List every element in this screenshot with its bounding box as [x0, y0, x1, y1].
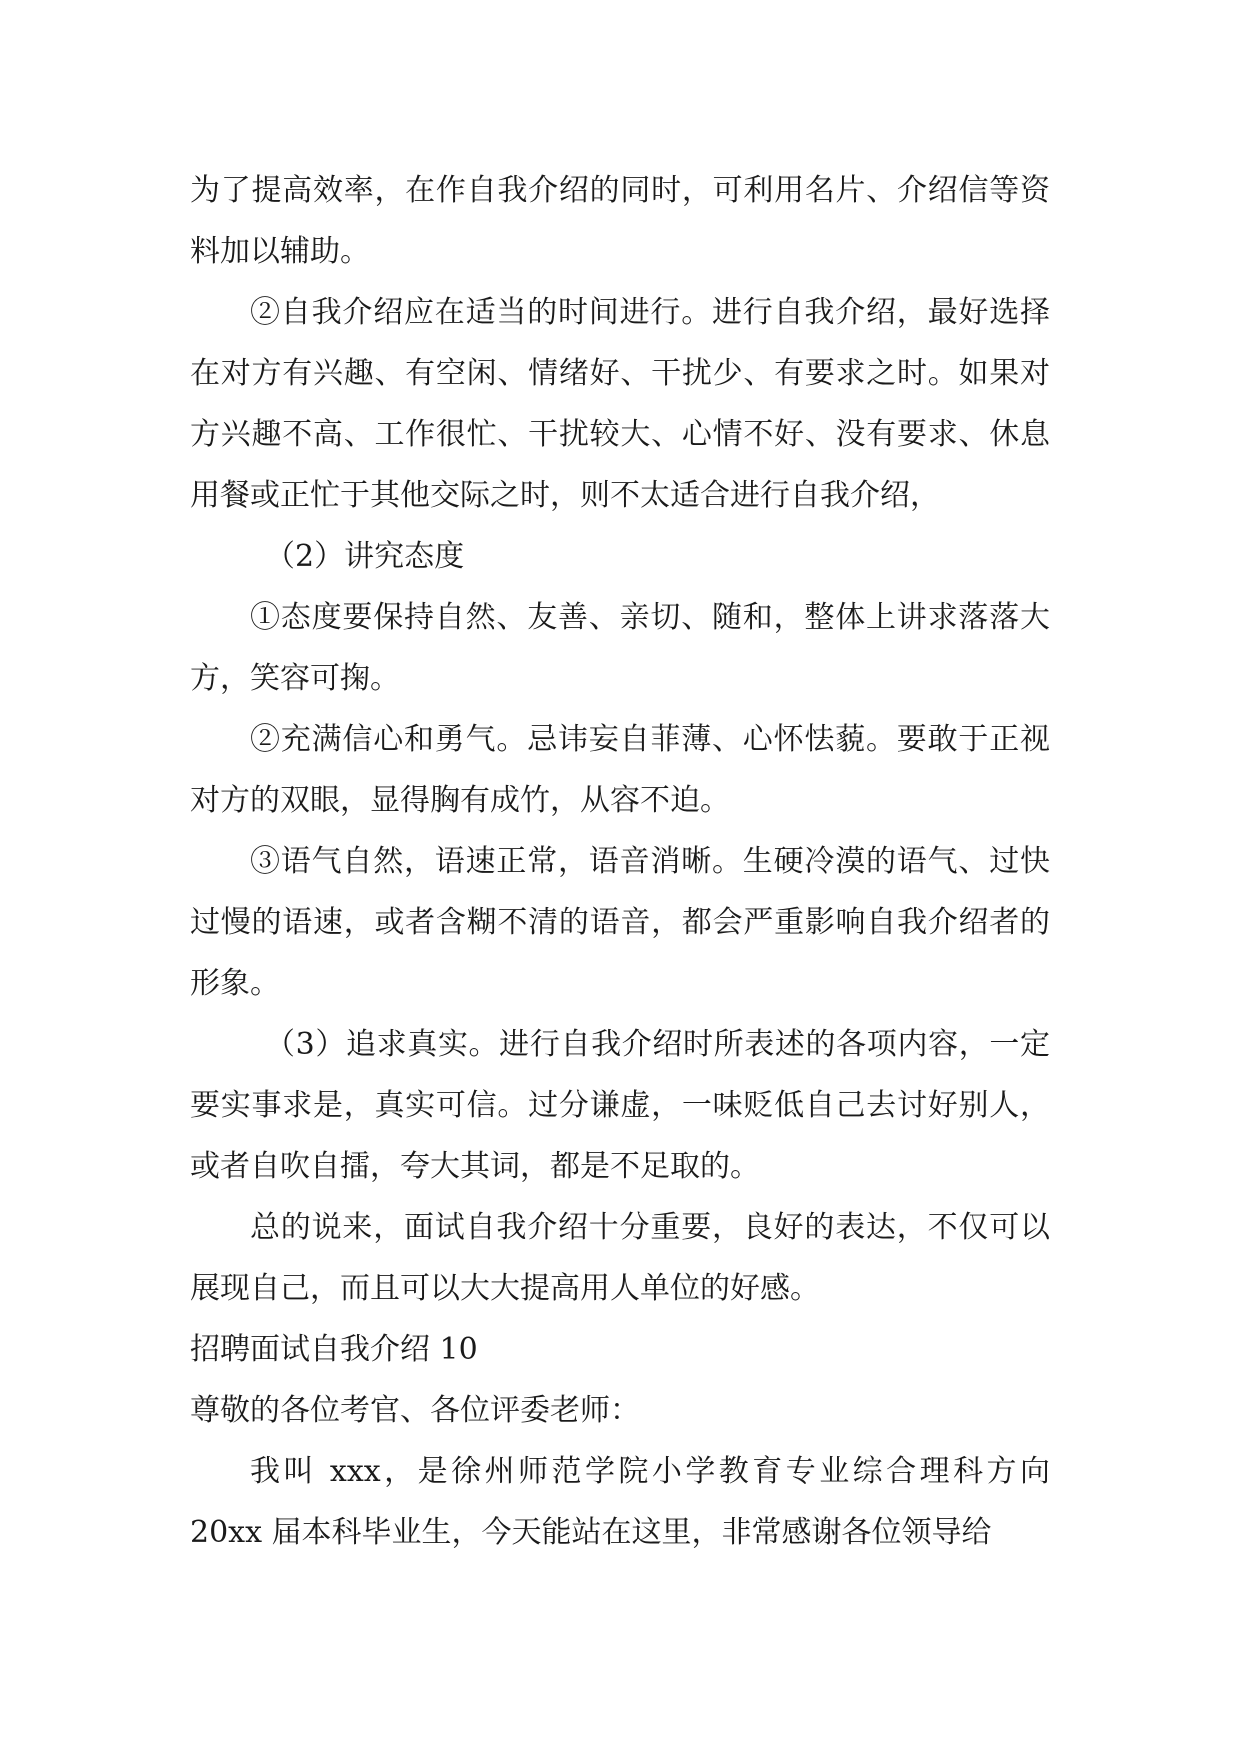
paragraph-intro-continuation: 为了提高效率，在作自我介绍的同时，可利用名片、介绍信等资料加以辅助。 [190, 173, 1050, 269]
document-body [190, 160, 1050, 1563]
paragraph-summary: 总的说来，面试自我介绍十分重要，良好的表达，不仅可以展现自己，而且可以大大提高用人单位的好感。 [190, 1210, 1050, 1306]
paragraph-truthfulness: （3）追求真实。进行自我介绍时所表述的各项内容，一定要实事求是，真实可信。过分谦虚，一味贬低自己去讨好别人，或者自吹自擂，夸大其词，都是不足取的。 [190, 1027, 1050, 1184]
paragraph-self-intro: 我叫 xxx，是徐州师范学院小学教育专业综合理科方向 20xx 届本科毕业生，今天能站在这里，非常感谢各位领导给 [190, 1454, 1050, 1550]
paragraph-timing: ②自我介绍应在适当的时间进行。进行自我介绍，最好选择在对方有兴趣、有空闲、情绪好、干扰少、有要求之时。如果对方兴趣不高、工作很忙、干扰较大、心情不好、没有要求、休息用餐或正忙于其他交际之时，则不太适合进行自我介绍， [190, 295, 1050, 513]
section-title: 招聘面试自我介绍 10 [190, 1332, 478, 1367]
paragraph-confidence: ②充满信心和勇气。忌讳妄自菲薄、心怀怯藐。要敢于正视对方的双眼，显得胸有成竹，从容不迫。 [190, 722, 1050, 818]
salutation: 尊敬的各位考官、各位评委老师： [190, 1393, 640, 1428]
paragraph-attitude-natural: ①态度要保持自然、友善、亲切、随和，整体上讲求落落大方，笑容可掬。 [190, 600, 1050, 696]
paragraph-tone: ③语气自然，语速正常，语音消晰。生硬冷漠的语气、过快过慢的语速，或者含糊不清的语音，都会严重影响自我介绍者的形象。 [190, 844, 1050, 1001]
section-heading-attitude: （2）讲究态度 [265, 539, 465, 574]
